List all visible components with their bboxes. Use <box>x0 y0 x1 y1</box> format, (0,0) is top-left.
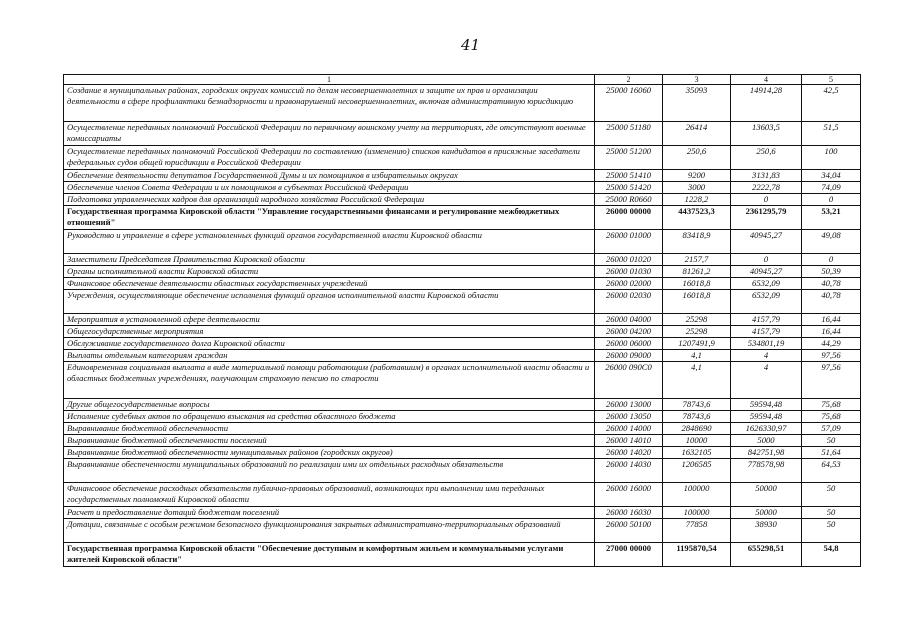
row-code-cell: 26000 14030 <box>595 459 663 483</box>
row-actual-cell: 4157,79 <box>731 314 802 326</box>
header-col-2: 2 <box>595 75 663 85</box>
row-percent-cell: 97,56 <box>802 362 861 399</box>
row-percent-cell: 16,44 <box>802 326 861 338</box>
row-code-cell: 26000 01000 <box>595 230 663 254</box>
row-code-cell: 26000 01030 <box>595 266 663 278</box>
row-actual-cell: 40945,27 <box>731 266 802 278</box>
table-row <box>64 85 861 122</box>
row-name-cell: Мероприятия в установленной сфере деятельности <box>64 314 595 326</box>
row-name-cell: Органы исполнительной власти Кировской области <box>64 266 595 278</box>
row-percent-cell: 51,5 <box>802 122 861 146</box>
header-col-4: 4 <box>731 75 802 85</box>
table-row <box>64 146 861 170</box>
row-actual-cell: 2361295,79 <box>731 206 802 230</box>
row-name-cell: Финансовое обеспечение деятельности областных государственных учреждений <box>64 278 595 290</box>
row-code-cell: 26000 16030 <box>595 507 663 519</box>
row-code-cell: 26000 16000 <box>595 483 663 507</box>
row-percent-cell: 50,39 <box>802 266 861 278</box>
row-name-cell: Другие общегосударственные вопросы <box>64 399 595 411</box>
header-col-3: 3 <box>663 75 731 85</box>
row-code-cell: 26000 14010 <box>595 435 663 447</box>
table-row <box>64 278 861 290</box>
row-name-cell: Расчет и предоставление дотаций бюджетам поселений <box>64 507 595 519</box>
row-name-cell: Единовременная социальная выплата в виде материальной помощи работающим (работавшим) в органах исполнительной власти области и областных бюджетных учреждениях, получающим страховую пенсию по старости <box>64 362 595 399</box>
table-row <box>64 411 861 423</box>
row-plan-cell: 1207491,9 <box>663 338 731 350</box>
header-col-5: 5 <box>802 75 861 85</box>
row-actual-cell: 4 <box>731 350 802 362</box>
row-code-cell: 26000 02000 <box>595 278 663 290</box>
row-name-cell: Общегосударственные мероприятия <box>64 326 595 338</box>
row-name-cell: Осуществление переданных полномочий Российской Федерации по первичному воинскому учету на территориях, где отсутствуют военные комиссариаты <box>64 122 595 146</box>
row-actual-cell: 59594,48 <box>731 399 802 411</box>
row-name-cell: Обеспечение членов Совета Федерации и их помощников в субъектах Российской Федерации <box>64 182 595 194</box>
table-row <box>64 423 861 435</box>
row-name-cell: Обслуживание государственного долга Кировской области <box>64 338 595 350</box>
table-row <box>64 194 861 206</box>
row-code-cell: 25000 16060 <box>595 85 663 122</box>
row-plan-cell: 26414 <box>663 122 731 146</box>
table-row <box>64 338 861 350</box>
row-actual-cell: 2222,78 <box>731 182 802 194</box>
row-percent-cell: 74,09 <box>802 182 861 194</box>
row-actual-cell: 5000 <box>731 435 802 447</box>
row-plan-cell: 1228,2 <box>663 194 731 206</box>
row-plan-cell: 78743,6 <box>663 399 731 411</box>
row-plan-cell: 35093 <box>663 85 731 122</box>
row-actual-cell: 59594,48 <box>731 411 802 423</box>
row-name-cell: Выравнивание обеспеченности муниципальных образований по реализации ими их отдельных расходных обязательств <box>64 459 595 483</box>
budget-execution-table <box>63 74 861 567</box>
table-row <box>64 459 861 483</box>
row-percent-cell: 44,29 <box>802 338 861 350</box>
table-row <box>64 314 861 326</box>
table-row <box>64 230 861 254</box>
row-percent-cell: 75,68 <box>802 411 861 423</box>
row-code-cell: 26000 04000 <box>595 314 663 326</box>
row-plan-cell: 2157,7 <box>663 254 731 266</box>
table-row <box>64 350 861 362</box>
table-row <box>64 326 861 338</box>
row-actual-cell: 50000 <box>731 483 802 507</box>
row-actual-cell: 842751,98 <box>731 447 802 459</box>
row-code-cell: 25000 51410 <box>595 170 663 182</box>
row-percent-cell: 64,53 <box>802 459 861 483</box>
row-actual-cell: 38930 <box>731 519 802 543</box>
row-plan-cell: 100000 <box>663 507 731 519</box>
row-plan-cell: 83418,9 <box>663 230 731 254</box>
row-percent-cell: 50 <box>802 519 861 543</box>
table-row <box>64 266 861 278</box>
table-row <box>64 519 861 543</box>
table-row <box>64 543 861 567</box>
row-plan-cell: 4437523,3 <box>663 206 731 230</box>
row-plan-cell: 81261,2 <box>663 266 731 278</box>
row-percent-cell: 40,78 <box>802 278 861 290</box>
table-row <box>64 122 861 146</box>
row-code-cell: 26000 14000 <box>595 423 663 435</box>
row-percent-cell: 100 <box>802 146 861 170</box>
row-name-cell: Государственная программа Кировской области "Управление государственными финансами и регулирование межбюджетных отношений" <box>64 206 595 230</box>
row-plan-cell: 4,1 <box>663 362 731 399</box>
row-actual-cell: 1626330,97 <box>731 423 802 435</box>
table-row <box>64 435 861 447</box>
row-actual-cell: 0 <box>731 194 802 206</box>
header-col-1: 1 <box>64 75 595 85</box>
row-code-cell: 26000 13000 <box>595 399 663 411</box>
row-actual-cell: 0 <box>731 254 802 266</box>
row-plan-cell: 250,6 <box>663 146 731 170</box>
row-plan-cell: 1195870,54 <box>663 543 731 567</box>
row-code-cell: 26000 02030 <box>595 290 663 314</box>
row-code-cell: 26000 01020 <box>595 254 663 266</box>
row-percent-cell: 50 <box>802 435 861 447</box>
table-header-row <box>64 75 861 85</box>
row-actual-cell: 4157,79 <box>731 326 802 338</box>
row-name-cell: Выплаты отдельным категориям граждан <box>64 350 595 362</box>
row-code-cell: 25000 51420 <box>595 182 663 194</box>
row-name-cell: Выравнивание бюджетной обеспеченности поселений <box>64 435 595 447</box>
row-code-cell: 25000 51200 <box>595 146 663 170</box>
row-code-cell: 25000 R0660 <box>595 194 663 206</box>
row-actual-cell: 6532,09 <box>731 290 802 314</box>
row-percent-cell: 0 <box>802 254 861 266</box>
row-plan-cell: 16018,8 <box>663 278 731 290</box>
row-plan-cell: 78743,6 <box>663 411 731 423</box>
table-row <box>64 182 861 194</box>
table-row <box>64 507 861 519</box>
row-code-cell: 26000 14020 <box>595 447 663 459</box>
row-percent-cell: 42,5 <box>802 85 861 122</box>
row-plan-cell: 100000 <box>663 483 731 507</box>
table-row <box>64 483 861 507</box>
table-row <box>64 447 861 459</box>
row-code-cell: 26000 13050 <box>595 411 663 423</box>
row-percent-cell: 75,68 <box>802 399 861 411</box>
row-name-cell: Выравнивание бюджетной обеспеченности муниципальных районов (городских округов) <box>64 447 595 459</box>
row-percent-cell: 34,04 <box>802 170 861 182</box>
row-percent-cell: 97,56 <box>802 350 861 362</box>
row-name-cell: Дотации, связанные с особым режимом безопасного функционирования закрытых административно-территориальных образований <box>64 519 595 543</box>
table-row <box>64 254 861 266</box>
row-code-cell: 26000 04200 <box>595 326 663 338</box>
row-code-cell: 26000 09000 <box>595 350 663 362</box>
row-code-cell: 26000 090С0 <box>595 362 663 399</box>
page-number: 41 <box>461 36 481 54</box>
row-actual-cell: 534801,19 <box>731 338 802 350</box>
row-name-cell: Учреждения, осуществляющие обеспечение исполнения функций органов исполнительной власти Кировской области <box>64 290 595 314</box>
row-name-cell: Финансовое обеспечение расходных обязательств публично-правовых образований, возникающих при выполнении ими переданных государственных полномочий Кировской области <box>64 483 595 507</box>
row-percent-cell: 16,44 <box>802 314 861 326</box>
row-code-cell: 25000 51180 <box>595 122 663 146</box>
row-actual-cell: 14914,28 <box>731 85 802 122</box>
row-code-cell: 27000 00000 <box>595 543 663 567</box>
row-percent-cell: 51,64 <box>802 447 861 459</box>
row-plan-cell: 25298 <box>663 314 731 326</box>
row-plan-cell: 25298 <box>663 326 731 338</box>
row-actual-cell: 40945,27 <box>731 230 802 254</box>
row-name-cell: Обеспечение деятельности депутатов Государственной Думы и их помощников в избирательных округах <box>64 170 595 182</box>
row-percent-cell: 0 <box>802 194 861 206</box>
row-percent-cell: 40,78 <box>802 290 861 314</box>
table-row <box>64 362 861 399</box>
row-actual-cell: 655298,51 <box>731 543 802 567</box>
row-code-cell: 26000 50100 <box>595 519 663 543</box>
row-plan-cell: 4,1 <box>663 350 731 362</box>
row-percent-cell: 49,08 <box>802 230 861 254</box>
row-plan-cell: 16018,8 <box>663 290 731 314</box>
row-name-cell: Заместители Председателя Правительства Кировской области <box>64 254 595 266</box>
table-row <box>64 399 861 411</box>
row-name-cell: Подготовка управленческих кадров для организаций народного хозяйства Российской Федерации <box>64 194 595 206</box>
row-name-cell: Осуществление переданных полномочий Российской Федерации по составлению (изменению) списков кандидатов в присяжные заседатели федеральных судов общей юрисдикции в Российской Федерации <box>64 146 595 170</box>
row-code-cell: 26000 06000 <box>595 338 663 350</box>
row-percent-cell: 57,09 <box>802 423 861 435</box>
row-actual-cell: 3131,83 <box>731 170 802 182</box>
row-name-cell: Руководство и управление в сфере установленных функций органов государственной власти Кировской области <box>64 230 595 254</box>
row-percent-cell: 54,8 <box>802 543 861 567</box>
row-name-cell: Выравнивание бюджетной обеспеченности <box>64 423 595 435</box>
row-actual-cell: 778578,98 <box>731 459 802 483</box>
row-percent-cell: 50 <box>802 483 861 507</box>
row-name-cell: Государственная программа Кировской области "Обеспечение доступным и комфортным жильем и коммунальными услугами жителей Кировской области" <box>64 543 595 567</box>
row-code-cell: 26000 00000 <box>595 206 663 230</box>
table-row <box>64 290 861 314</box>
row-name-cell: Создание в муниципальных районах, городских округах комиссий по делам несовершеннолетних и защите их прав и организации деятельности в сфере профилактики безнадзорности и правонарушений несовершеннолетних, включая административную юрисдикцию <box>64 85 595 122</box>
row-actual-cell: 50000 <box>731 507 802 519</box>
row-actual-cell: 6532,09 <box>731 278 802 290</box>
row-percent-cell: 53,21 <box>802 206 861 230</box>
row-plan-cell: 1206585 <box>663 459 731 483</box>
row-actual-cell: 13603,5 <box>731 122 802 146</box>
row-percent-cell: 50 <box>802 507 861 519</box>
row-plan-cell: 3000 <box>663 182 731 194</box>
row-actual-cell: 250,6 <box>731 146 802 170</box>
row-plan-cell: 2848690 <box>663 423 731 435</box>
row-actual-cell: 4 <box>731 362 802 399</box>
row-plan-cell: 10000 <box>663 435 731 447</box>
row-plan-cell: 9200 <box>663 170 731 182</box>
row-name-cell: Исполнение судебных актов по обращению взыскания на средства областного бюджета <box>64 411 595 423</box>
table-row <box>64 206 861 230</box>
row-plan-cell: 1632105 <box>663 447 731 459</box>
table-row <box>64 170 861 182</box>
row-plan-cell: 77858 <box>663 519 731 543</box>
